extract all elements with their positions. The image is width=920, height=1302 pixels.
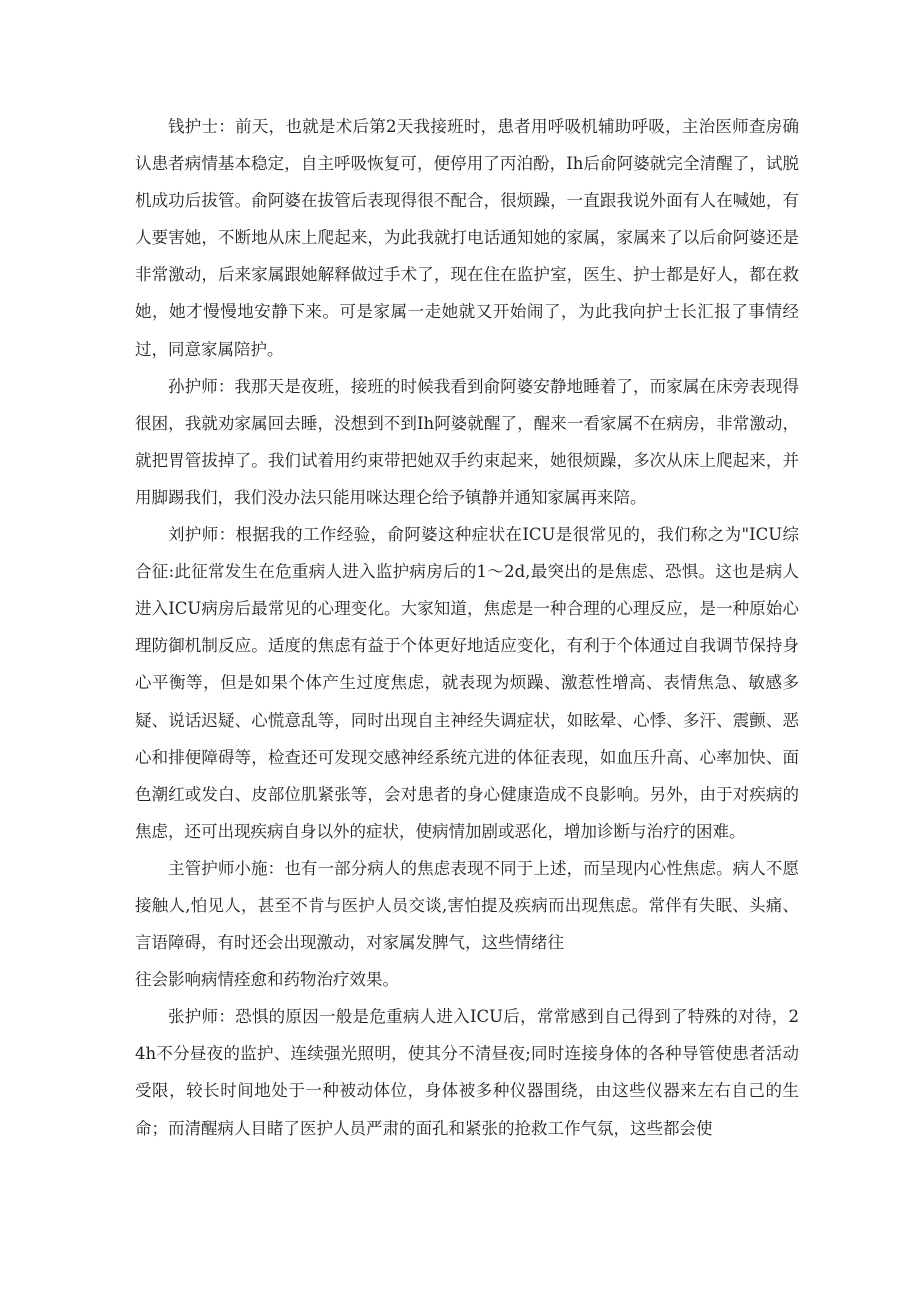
document-body	[135, 108, 799, 1147]
paragraph-zhang-nurse: 张护师：恐惧的原因一般是危重病人进入ICU后，常常感到自己得到了特殊的对待，24h不分昼夜的监护、连续强光照明，使其分不清昼夜;同时连接身体的各种导管使患者活动受限，较长时间地处于一种被动体位，身体被多种仪器围绕，由这些仪器来左右自己的生命；而清醒病人目睹了医护人员严肃的面孔和紧张的抢救工作气氛，这些都会使	[135, 1007, 799, 1138]
paragraph-continuation: 往会影响病情痊愈和药物治疗效果。	[135, 970, 399, 990]
paragraph-sun-nurse: 孙护师：我那天是夜班，接班的时候我看到俞阿婆安静地睡着了，而家属在床旁表现得很困，我就劝家属回去睡，没想到不到Ih阿婆就醒了，醒来一看家属不在病房，非常激动，就把胃管拔掉了。我们试着用约束带把她双手约束起来，她很烦躁，多次从床上爬起来，并用脚踢我们，我们没办法只能用咪达理仑给予镇静并通知家属再来陪。	[135, 376, 799, 507]
paragraph-qian-nurse: 钱护士：前天，也就是术后第2天我接班时，患者用呼吸机辅助呼吸，主治医师查房确认患者病情基本稳定，自主呼吸恢复可，便停用了丙泊酚，Ih后俞阿婆就完全清醒了，试脱机成功后拔管。俞阿婆在拔管后表现得很不配合，很烦躁，一直跟我说外面有人在喊她，有人要害她，不断地从床上爬起来，为此我就打电话通知她的家属，家属来了以后俞阿婆还是非常激动，后来家属跟她解释做过手术了，现在住在监护室，医生、护士都是好人，都在救她，她才慢慢地安静下来。可是家属一走她就又开始闹了，为此我向护士长汇报了事情经过，同意家属陪护。	[135, 117, 799, 359]
paragraph-shi-nurse: 主管护师小施：也有一部分病人的焦虑表现不同于上述，而呈现内心性焦虑。病人不愿接触人,怕见人，甚至不肯与医护人员交谈,害怕提及疾病而出现焦虑。常伴有失眠、头痛、言语障碍，有时还会出现激动，对家属发脾气，这些情绪往	[135, 858, 799, 953]
paragraph-liu-nurse: 刘护师：根据我的工作经验，俞阿婆这种症状在ICU是很常见的，我们称之为"ICU综合征:此征常发生在危重病人进入监护病房后的1～2d,最突出的是焦虑、恐惧。这也是病人进入ICU病房后最常见的心理变化。大家知道，焦虑是一种合理的心理反应，是一种原始心理防御机制反应。适度的焦虑有益于个体更好地适应变化，有利于个体通过自我调节保持身心平衡等，但是如果个体产生过度焦虑，就表现为烦躁、激惹性增高、表情焦急、敏感多疑、说话迟疑、心慌意乱等，同时出现自主神经失调症状，如眩晕、心悸、多汗、震颤、恶心和排便障碍等，检查还可发现交感神经系统亢进的体征表现，如血压升高、心率加快、面色潮红或发白、皮部位肌紧张等，会对患者的身心健康造成不良影响。另外，由于对疾病的焦虑，还可出现疾病自身以外的症状，使病情加剧或恶化，增加诊断与治疗的困难。	[135, 525, 799, 841]
